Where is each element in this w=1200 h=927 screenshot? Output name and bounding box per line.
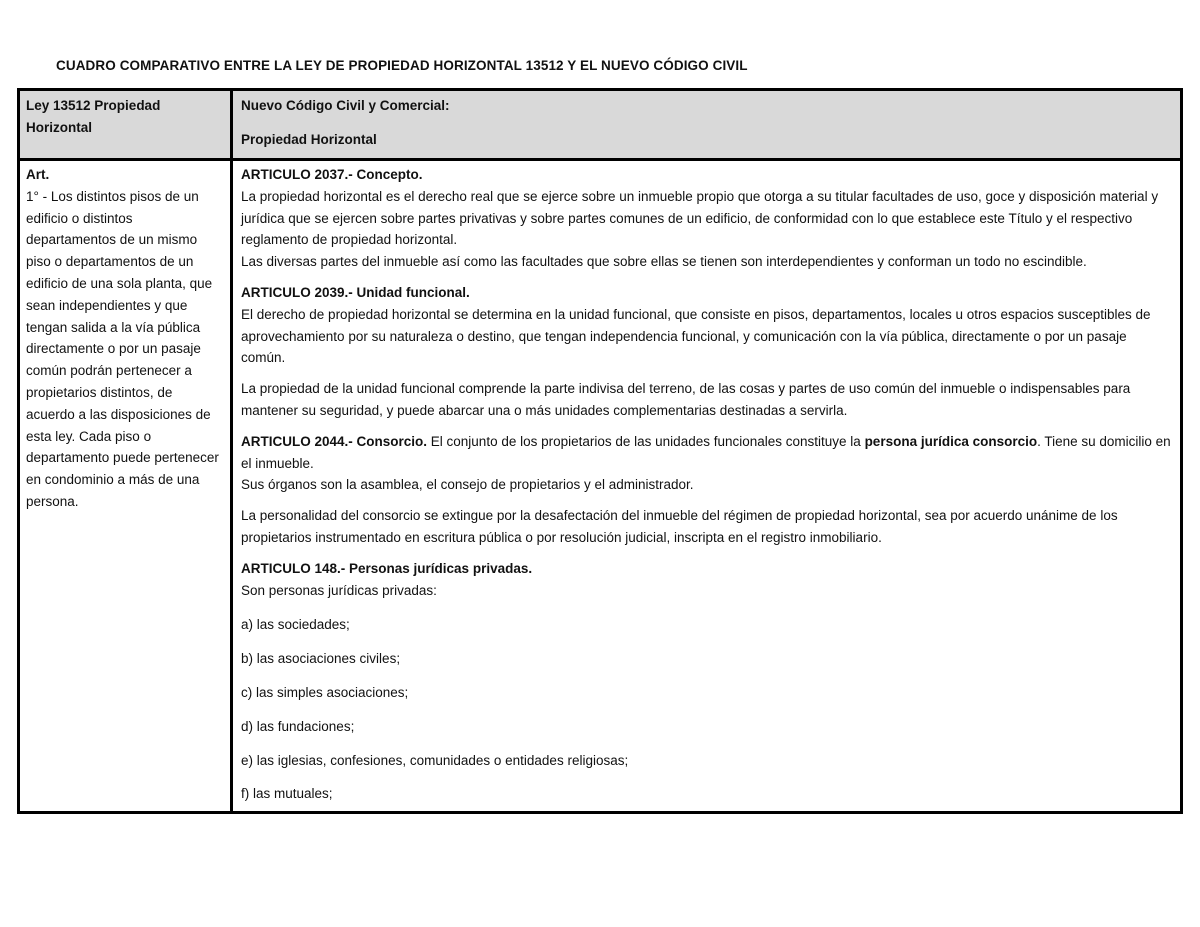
document-title: CUADRO COMPARATIVO ENTRE LA LEY DE PROPIEDAD HORIZONTAL 13512 Y EL NUEVO CÓDIGO CIVIL: [56, 58, 748, 73]
table-header-row: [19, 90, 1182, 160]
article-2039-paragraph-1: El derecho de propiedad horizontal se determina en la unidad funcional, que consiste en pisos, departamentos, locales u otros espacios susceptibles de aprovechamiento por su naturaleza o destino, que tengan independencia funcional, y comunicación con la vía pública, directamente o por un pasaje común.: [241, 306, 1151, 366]
table-body-row: [19, 160, 1182, 813]
header-left-text: Ley 13512 Propiedad Horizontal: [26, 98, 161, 135]
list-item: b) las asociaciones civiles;: [241, 651, 401, 667]
list-item: e) las iglesias, confesiones, comunidades o entidades religiosas;: [241, 752, 629, 768]
article-2044-text-a: El conjunto de los propietarios de las unidades funcionales constituye la: [427, 433, 865, 449]
list-item: a) las sociedades;: [241, 617, 350, 633]
article-2044-paragraph-2: Sus órganos son la asamblea, el consejo de propietarios y el administrador.: [241, 477, 694, 493]
article-2037-title: ARTICULO 2037.- Concepto.: [241, 167, 423, 182]
art-1-text: 1° - Los distintos pisos de un edificio o distintos departamentos de un mismo piso o departamentos de un edificio de una sola planta, que sean independientes y que tengan salida a la vía pública directamente o por un pasaje común podrán pertenecer a propietarios distintos, de acuerdo a las disposiciones de esta ley. Cada piso o departamento puede pertenecer en condominio a más de una persona.: [26, 188, 219, 509]
list-item: f) las mutuales;: [241, 786, 333, 802]
article-2037-paragraph-1: La propiedad horizontal es el derecho real que se ejerce sobre un inmueble propio que otorga a su titular facultades de uso, goce y disposición material y jurídica que se ejercen sobre partes privativas y sobre partes comunes de un edificio, de conformidad con lo que establece este Título y el respectivo reglamento de propiedad horizontal.: [241, 188, 1159, 248]
article-2039-paragraph-2: La propiedad de la unidad funcional comprende la parte indivisa del terreno, de las cosas y partes de uso común del inmueble o indispensables para mantener su seguridad, y puede abarcar una o más unidades complementarias destinadas a servirla.: [241, 381, 1131, 418]
article-2037-paragraph-2: Las diversas partes del inmueble así como las facultades que sobre ellas se tienen son interdependientes y conforman un todo no escindible.: [241, 254, 1087, 270]
art-label: Art.: [26, 167, 50, 182]
header-cell-codigo-civil: [232, 90, 1182, 160]
article-148-title: ARTICULO 148.- Personas jurídicas privadas.: [241, 560, 533, 576]
header-right-line1: Nuevo Código Civil y Comercial:: [241, 98, 450, 113]
article-2044-text-b: . Tiene su domicilio en el inmueble.: [241, 433, 1171, 471]
article-2044-paragraph-3: La personalidad del consorcio se extingue por la desafectación del inmueble del régimen de propiedad horizontal, sea por acuerdo unánime de los propietarios instrumentado en escritura pública o por resolución judicial, inscripta en el registro inmobiliario.: [241, 508, 1118, 545]
article-2044-paragraph-1: [241, 431, 1172, 475]
article-2044-bold-term: persona jurídica consorcio: [864, 433, 1038, 449]
list-item: d) las fundaciones;: [241, 718, 355, 734]
codigo-civil-cell: [232, 160, 1182, 813]
article-2044-title: ARTICULO 2044.- Consorcio.: [241, 433, 428, 449]
ley-13512-cell: [19, 160, 232, 813]
comparison-table: [17, 88, 1183, 814]
list-item: c) las simples asociaciones;: [241, 684, 409, 700]
header-right-line2: Propiedad Horizontal: [241, 132, 377, 147]
header-cell-ley-13512: [19, 90, 232, 160]
article-148-intro: Son personas jurídicas privadas:: [241, 582, 437, 598]
article-2039-title: ARTICULO 2039.- Unidad funcional.: [241, 284, 470, 300]
